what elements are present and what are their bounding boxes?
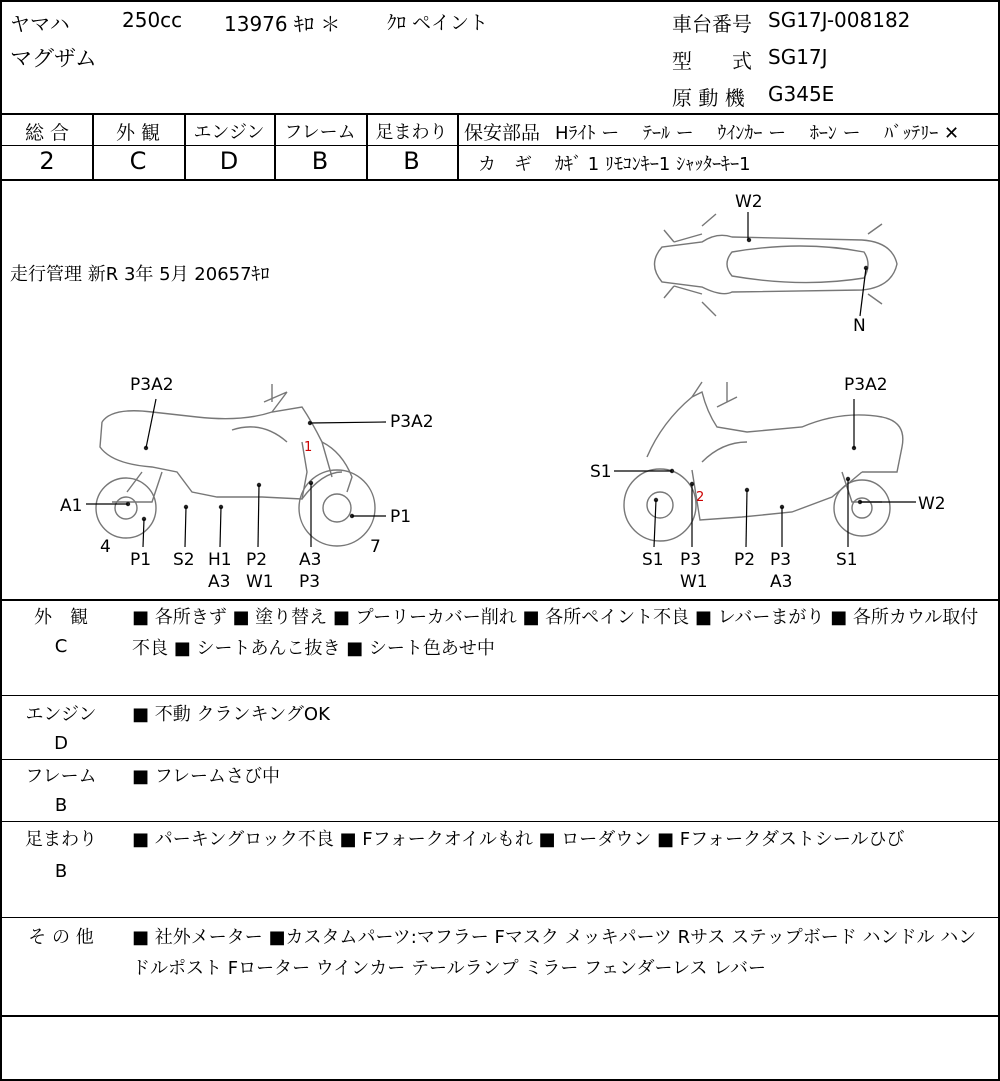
overall-label: 総 合 [24, 122, 70, 144]
frame-no: SG17J-008182 [768, 8, 911, 32]
label-right-w1: W1 [680, 572, 708, 592]
label-left-p1-front: P1 [390, 507, 412, 527]
label-top-n: N [853, 316, 866, 336]
suspension-grade-label: 足まわり [375, 122, 448, 143]
engine-grade: D [219, 147, 239, 175]
maker: ヤマハ [10, 12, 70, 36]
safety-parts-label: 保安部品 [464, 122, 541, 144]
remark-engine-text: ■ 不動 クランキングOK [132, 704, 330, 725]
exterior-grade: C [129, 147, 147, 175]
label-left-p1-rear: P1 [130, 550, 152, 570]
label-right-a3: A3 [770, 572, 793, 592]
label-left-p3-front: P3 [299, 572, 321, 592]
divider [2, 695, 1000, 696]
frame-no-label: 車台番号 [672, 12, 752, 36]
label-right-p3a2: P3A2 [844, 375, 888, 395]
displacement: 250cc [122, 8, 183, 32]
frame-grade-label: フレーム [284, 122, 356, 143]
remark-suspension-grade: B [54, 861, 68, 882]
label-left-a1: A1 [60, 496, 83, 516]
divider [2, 759, 1000, 760]
label-right-p2: P2 [734, 550, 756, 570]
label-right-w2: W2 [918, 494, 946, 514]
remark-exterior-text: ■ 各所きず ■ 塗り替え ■ プーリーカバー削れ ■ 各所ペイント不良 ■ レバーまがり ■ 各所カウル取付不良 ■ シートあんこ抜き ■ シート色あせ中 [132, 607, 979, 659]
label-left-p3a2-cowl: P3A2 [390, 412, 434, 432]
remark-exterior-label: 外 観 [34, 607, 88, 628]
remark-suspension-label: 足まわり [25, 829, 97, 850]
mileage: 13976 ｷﾛ ＊ [224, 12, 341, 36]
right-side-diagram [2, 2, 1000, 602]
label-left-p2: P2 [246, 550, 268, 570]
keys-label: カ ギ [478, 154, 532, 175]
mark-1: 1 [304, 440, 313, 455]
label-top-w2: W2 [735, 192, 763, 212]
remark-frame-text: ■ フレームさび中 [132, 766, 281, 787]
remark-engine-grade: D [54, 733, 68, 754]
divider [2, 917, 1000, 918]
engine-grade-label: エンジン [193, 122, 265, 143]
engine-value: G345E [768, 82, 835, 106]
type-value: SG17J [768, 45, 828, 69]
label-left-4: 4 [100, 537, 111, 557]
remark-engine-label: エンジン [25, 704, 97, 725]
overall-grade: 2 [39, 147, 55, 175]
label-left-p3a2-top: P3A2 [130, 375, 174, 395]
label-right-s1-rear: S1 [836, 550, 858, 570]
remark-frame-label: フレーム [25, 766, 97, 787]
label-right-p3: P3 [680, 550, 702, 570]
divider [2, 821, 1000, 822]
color: ｸﾛ ペイント [387, 12, 489, 34]
label-left-h1: H1 [208, 550, 232, 570]
mileage-management: 走行管理 新R 3年 5月 20657ｷﾛ [10, 264, 270, 285]
exterior-label: 外 観 [115, 122, 161, 144]
remark-other-label: そ の 他 [28, 927, 94, 948]
remark-exterior-grade: C [54, 636, 68, 657]
remark-frame-grade: B [54, 795, 68, 816]
label-right-s1-top: S1 [590, 462, 612, 482]
model-name: マグザム [10, 47, 97, 72]
keys-value: ｶｷﾞ 1 ﾘﾓｺﾝｷｰ1 ｼｬｯﾀｰｷｰ1 [555, 154, 751, 175]
label-left-w1: W1 [246, 572, 274, 592]
mark-2: 2 [696, 490, 705, 505]
remark-suspension-text: ■ パーキングロック不良 ■ Fフォークオイルもれ ■ ローダウン ■ Fフォークダストシールひび [132, 829, 905, 850]
engine-label: 原 動 機 [672, 86, 745, 110]
label-left-7: 7 [370, 537, 381, 557]
remark-other-text: ■ 社外メーター ■カスタムパーツ:マフラー Fマスク メッキパーツ Rサス ステップボード ハンドル ハンドルポスト Fローター ウインカー テールランプ ミラー フェンダーレス レバー [132, 927, 977, 979]
label-right-p3-rear: P3 [770, 550, 792, 570]
divider [2, 1015, 1000, 1017]
label-left-a3-front: A3 [299, 550, 322, 570]
frame-grade: B [311, 147, 329, 175]
suspension-grade: B [403, 147, 420, 175]
label-right-s1-front: S1 [642, 550, 664, 570]
type-label: 型 式 [672, 49, 752, 73]
safety-parts-items: Hﾗｲﾄ ー ﾃｰﾙ ー ｳｲﾝｶｰ ー ﾎｰﾝ ー ﾊﾞｯﾃﾘｰ ✕ [555, 123, 960, 144]
label-left-s2: S2 [173, 550, 195, 570]
label-left-a3: A3 [208, 572, 231, 592]
divider [2, 599, 1000, 601]
